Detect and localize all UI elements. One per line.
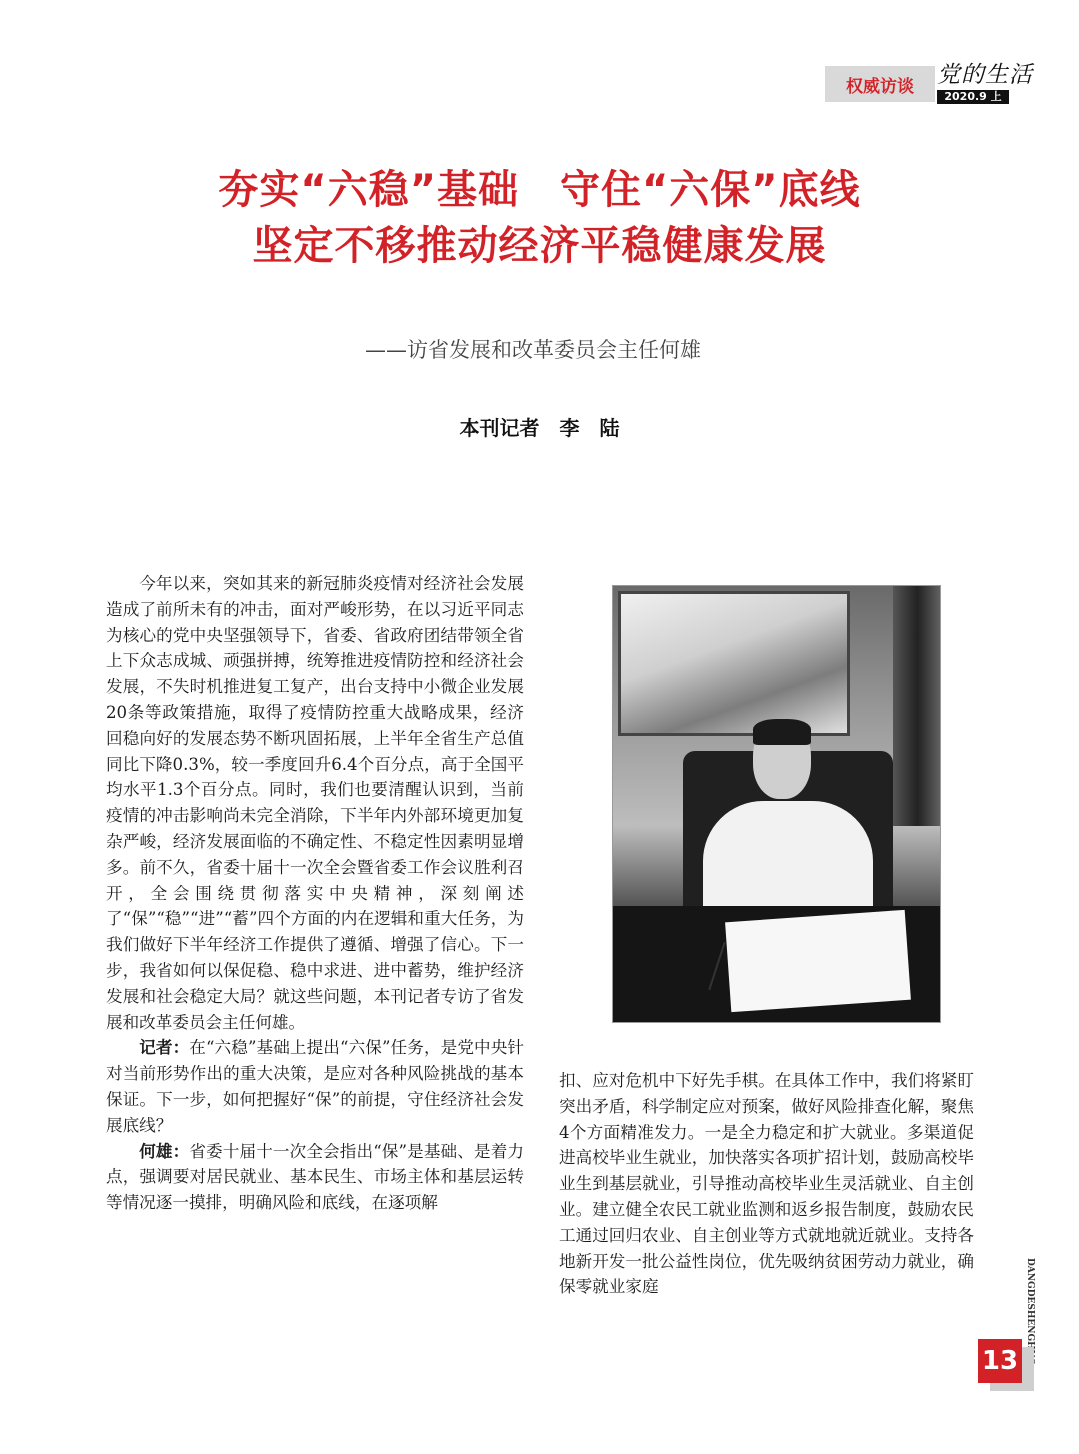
masthead-logo: 党的生活	[937, 62, 1033, 88]
answer-paragraph	[106, 1139, 524, 1216]
question-speaker: 记者：	[139, 1038, 190, 1058]
photo-painting	[618, 591, 850, 736]
photo-person-hair	[753, 719, 811, 745]
article-title-line-2: 坚定不移推动经济平稳健康发展	[252, 223, 827, 269]
magazine-side-label: DANGDESHENGHUO	[1025, 1258, 1035, 1366]
article-byline: 本刊记者 李 陆	[459, 416, 620, 440]
article-title-line-1: 夯实“六稳”基础 守住“六保”底线	[218, 167, 861, 213]
interview-photo	[612, 585, 941, 1023]
article-subtitle: ——访省发展和改革委员会主任何雄	[365, 338, 701, 362]
column-tag: 权威访谈	[825, 66, 935, 102]
answer-text: 省委十届十一次全会指出“保”是基础、是着力点，强调要对居民就业、基本民生、市场主体和基层运转等情况逐一摸排，明确风险和底线，在逐项解	[106, 1141, 524, 1213]
left-column	[106, 571, 524, 1331]
question-paragraph	[106, 1035, 524, 1138]
photo-document	[725, 910, 911, 1012]
photo-flag	[893, 586, 941, 826]
right-column-paragraph: 扣、应对危机中下好先手棋。在具体工作中，我们将紧盯突出矛盾，科学制定应对预案，做好风险排查化解，聚焦4个方面精准发力。一是全力稳定和扩大就业。多渠道促进高校毕业生就业，加快落实各项扩招计划，鼓励高校毕业生到基层就业，引导推动高校毕业生灵活就业、自主创业。建立健全农民工就业监测和返乡报告制度，鼓励农民工通过回归农业、自主创业等方式就地就近就业。支持各地新开发一批公益性岗位，优先吸纳贫困劳动力就业，确保零就业家庭	[559, 1071, 974, 1297]
right-column	[559, 1068, 974, 1338]
page-number: 13	[978, 1339, 1022, 1383]
answer-speaker: 何雄：	[139, 1141, 190, 1161]
issue-label: 2020.9 上	[937, 90, 1009, 104]
intro-paragraph: 今年以来，突如其来的新冠肺炎疫情对经济社会发展造成了前所未有的冲击，面对严峻形势，在以习近平同志为核心的党中央坚强领导下，省委、省政府团结带领全省上下众志成城、顽强拼搏，统筹推进疫情防控和经济社会发展，不失时机推进复工复产，出台支持中小微企业发展20条等政策措施，取得了疫情防控重大战略成果，经济回稳向好的发展态势不断巩固拓展，上半年全省生产总值同比下降0.3%，较一季度回升6.4个百分点，高于全国平均水平1.3个百分点。同时，我们也要清醒认识到，当前疫情的冲击影响尚未完全消除，下半年内外部环境更加复杂严峻，经济发展面临的不确定性、不稳定性因素明显增多。前不久，省委十届十一次全会暨省委工作会议胜利召开，全会围绕贯彻落实中央精神，深刻阐述了“保”“稳”“进”“蓄”四个方面的内在逻辑和重大任务，为我们做好下半年经济工作提供了遵循、增强了信心。下一步，我省如何以保促稳、稳中求进、进中蓄势，维护经济发展和社会稳定大局？就这些问题，本刊记者专访了省发展和改革委员会主任何雄。	[106, 574, 524, 1032]
question-text: 在“六稳”基础上提出“六保”任务，是党中央针对当前形势作出的重大决策，是应对各种风险挑战的基本保证。下一步，如何把握好“保”的前提，守住经济社会发展底线？	[106, 1038, 524, 1135]
